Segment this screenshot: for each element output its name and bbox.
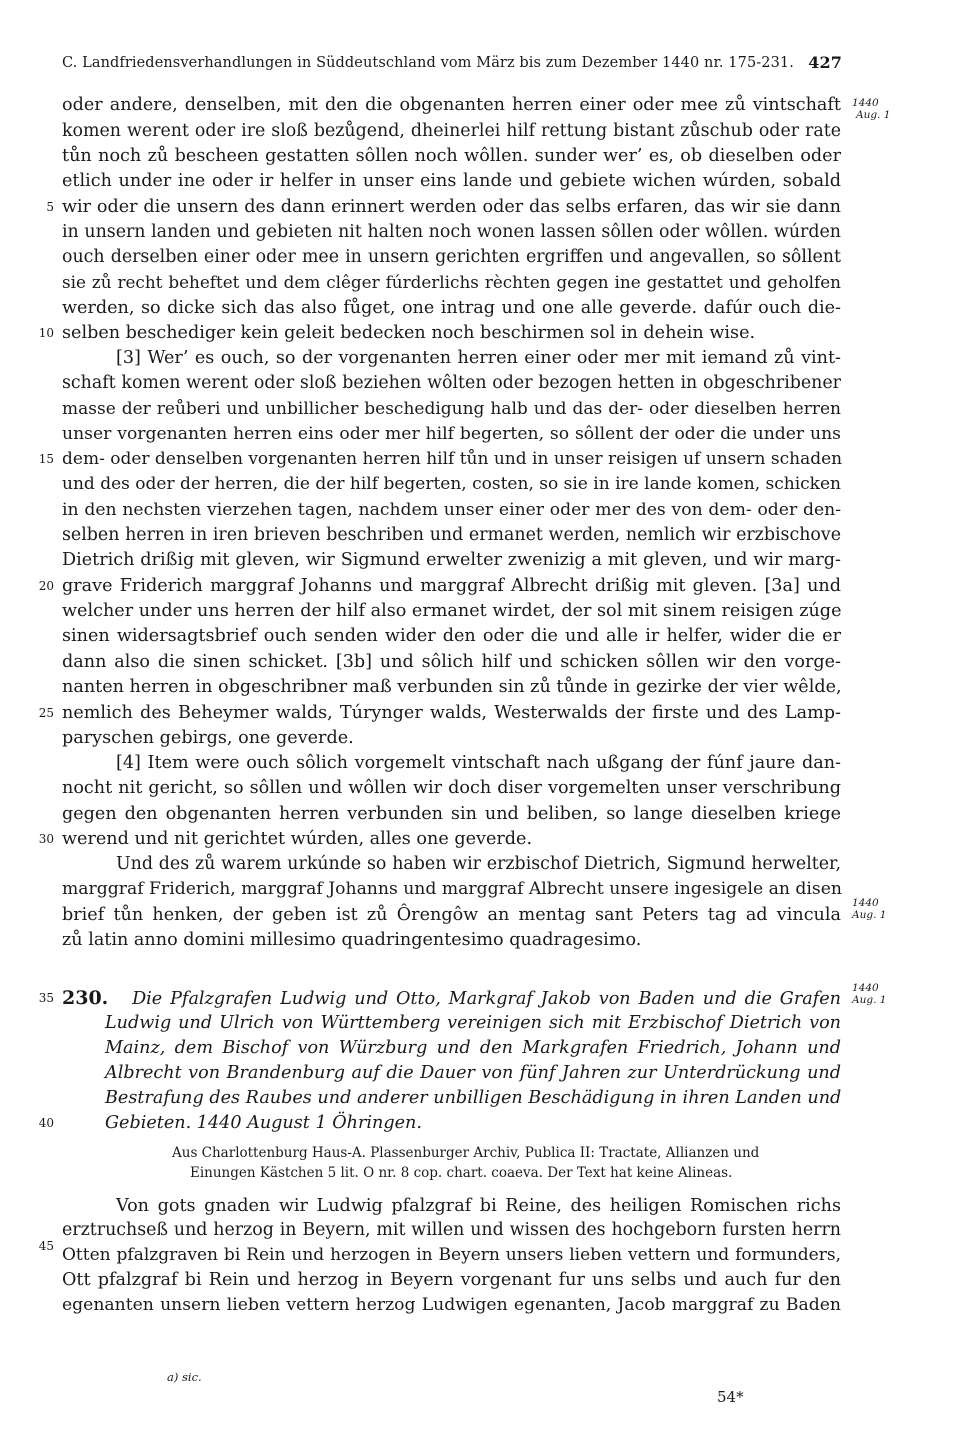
- text-line: dann also die sinen schicket. [3b] und sôlich hilf und schicken sôllen wir den vorge-: [62, 652, 841, 672]
- text-line: Dietrich drißig mit gleven, wir Sigmund erwelter zwenizig a mit gleven, und wir marg-: [62, 550, 841, 570]
- text-line: Und des zů warem urkúnde so haben wir erzbischof Dietrich, Sigmund herwelter,: [116, 854, 841, 874]
- text-line: [3] Wer’ es ouch, so der vorgenanten herren einer oder mer mit iemand zů vint-: [116, 348, 841, 368]
- source-note-line: Einungen Kästchen 5 lit. O nr. 8 cop. chart. coaeva. Der Text hat keine Alineas.: [190, 1165, 733, 1181]
- entry-summary-line: Mainz, dem Bischof von Würzburg und den Markgrafen Friedrich, Johann und: [105, 1038, 841, 1058]
- text-line: werend und nit gerichtet wúrden, alles one geverde.: [62, 829, 533, 849]
- signature-mark: 54*: [717, 1388, 744, 1406]
- line-number: 20: [38, 579, 54, 593]
- text-line: grave Friderich marggraf Johanns und marggraf Albrecht drißig mit gleven. [3a] und: [62, 576, 841, 596]
- entry-heading: [62, 985, 841, 1145]
- line-number: 40: [38, 1116, 54, 1130]
- text-line: komen werent oder ire sloß bezůgend, dheinerlei hilf rettung bistant zůschub oder rate: [62, 121, 841, 141]
- text-line: in unsern landen und gebieten nit halten noch wonen lassen sôllen oder wôllen. wúrden: [62, 222, 841, 242]
- text-line: egenanten unsern lieben vettern herzog Ludwigen egenanten, Jacob marggraf zu Baden: [62, 1295, 841, 1315]
- running-title: C. Landfriedensverhandlungen in Süddeutschland vom März bis zum Dezember 1440 nr. 175-231.: [62, 55, 794, 71]
- margin-date: 1440 Aug. 1: [852, 97, 891, 121]
- text-line: tůn noch zů bescheen gestatten sôllen noch wôllen. sunder wer’ es, ob dieselben oder: [62, 146, 841, 166]
- text-line: unser vorgenanten herren eins oder mer hilf begerten, so sôllent der oder die under uns: [62, 424, 841, 444]
- text-line: oder andere, denselben, mit den die obgenanten herren einer oder mee zů vintschaft: [62, 95, 841, 115]
- margin-date: 1440 Aug. 1: [852, 897, 887, 921]
- entry-summary-line: Die Pfalzgrafen Ludwig und Otto, Markgraf Jakob von Baden und die Grafen: [132, 989, 842, 1009]
- source-note-line: Aus Charlottenburg Haus-A. Plassenburger Archiv, Publica II: Tractate, Allianzen und: [172, 1145, 760, 1161]
- line-number: 30: [38, 832, 54, 846]
- line-number: 45: [38, 1239, 54, 1253]
- entry-summary-line: Albrecht von Brandenburg auf die Dauer von fünf Jahren zur Unterdrückung und: [105, 1063, 841, 1083]
- text-line: selben beschediger kein geleit bedecken noch beschirmen sol in dehein wise.: [62, 323, 756, 343]
- text-line: gegen den obgenanten herren verbunden sin und beliben, so lange dieselben kriege: [62, 804, 841, 824]
- text-line: und des oder der herren, die der hilf begerten, costen, so sie in ire lande komen, schicken: [62, 474, 841, 494]
- text-line: Ott pfalzgraf bi Rein und herzog in Beyern vorgenant fur uns selbs und auch fur den: [62, 1270, 841, 1290]
- text-line: wir oder die unsern des dann erinnert werden oder das selbs erfaren, das wir sie dann: [62, 197, 841, 217]
- text-line: in den nechsten vierzehen tagen, nachdem unser einer oder mer des von dem- oder den-: [62, 500, 841, 520]
- text-line: nemlich des Beheymer walds, Túrynger walds, Westerwalds der firste und des Lamp-: [62, 703, 841, 723]
- text-line: etlich under ine oder ir helfer in unser eins lande und gebiete wichen wúrden, sobald: [62, 171, 841, 191]
- text-line: welcher under uns herren der hilf also ermanet wirdet, der sol mit sinem reisigen zúge: [62, 601, 842, 621]
- text-line: dem- oder denselben vorgenanten herren hilf tůn und in unser reisigen uf unsern schaden: [62, 449, 843, 469]
- line-number: 25: [38, 706, 54, 720]
- entry-summary-line: Gebieten. 1440 August 1 Öhringen.: [105, 1113, 422, 1133]
- entry-number: 230.: [62, 987, 109, 1009]
- text-line: nanten herren in obgeschribner maß verbunden sin zů tůnde in gezirke der vier wêlde,: [62, 677, 842, 697]
- text-line: Otten pfalzgraven bi Rein und herzogen in Beyern unsers lieben vettern und formunders,: [62, 1245, 841, 1265]
- text-line: marggraf Friderich, marggraf Johanns und marggraf Albrecht unsere ingesigele an disen: [62, 879, 842, 899]
- text-line: Von gots gnaden wir Ludwig pfalzgraf bi Reine, des heiligen Romischen richs: [116, 1196, 841, 1216]
- text-line: [4] Item were ouch sôlich vorgemelt vintschaft nach ußgang der fúnf jaure dan-: [116, 753, 841, 773]
- entry-summary-line: Bestrafung des Raubes und anderer unbilligen Beschädigung in ihren Landen und: [105, 1088, 842, 1108]
- text-line: masse der reůberi und unbillicher beschedigung halb und das der- oder dieselben herren: [62, 399, 841, 419]
- text-line: sie zů recht beheftet und dem clêger fúrderlichs rèchten gegen ine gestattet und geholfen: [62, 272, 841, 292]
- entry-summary-line: Ludwig und Ulrich von Württemberg vereinigen sich mit Erzbischof Dietrich von: [105, 1013, 841, 1033]
- text-line: paryschen gebirgs, one geverde.: [62, 728, 354, 748]
- text-line: brief tůn henken, der geben ist zů Ôrengôw an mentag sant Peters tag ad vincula: [62, 905, 841, 925]
- page-number: 427: [808, 53, 842, 72]
- text-line: selben herren in iren brieven beschriben und ermanet werden, nemlich wir erzbischove: [62, 525, 841, 545]
- text-line: sinen widersagtsbrief ouch senden wider den oder die und alle ir helfer, wider die er: [62, 626, 841, 646]
- margin-date: 1440 Aug. 1: [852, 982, 887, 1006]
- line-number: 15: [38, 452, 54, 466]
- text-line: nocht nit gericht, so sôllen und wôllen wir doch diser vorgemelten unser verschribung: [62, 778, 841, 798]
- line-number: 10: [38, 326, 54, 340]
- text-line: zů latin anno domini millesimo quadringentesimo quadragesimo.: [62, 930, 642, 950]
- running-header: [62, 55, 842, 71]
- line-number: 35: [38, 991, 54, 1005]
- text-line: werden, so dicke sich das also fůget, one intrag und one alle geverde. dafúr ouch die-: [62, 298, 841, 318]
- footnote: a) sic.: [167, 1370, 202, 1384]
- text-line: ouch derselben einer oder mee in unsern gerichten ergriffen und angevallen, so sôllent: [62, 247, 841, 267]
- text-line: erztruchseß und herzog in Beyern, mit willen und wissen des hochgeborn fursten herrn: [62, 1220, 841, 1240]
- text-line: schaft komen werent oder sloß beziehen wôlten oder bezogen hetten in obgeschribener: [62, 373, 841, 393]
- line-number: 5: [46, 200, 54, 214]
